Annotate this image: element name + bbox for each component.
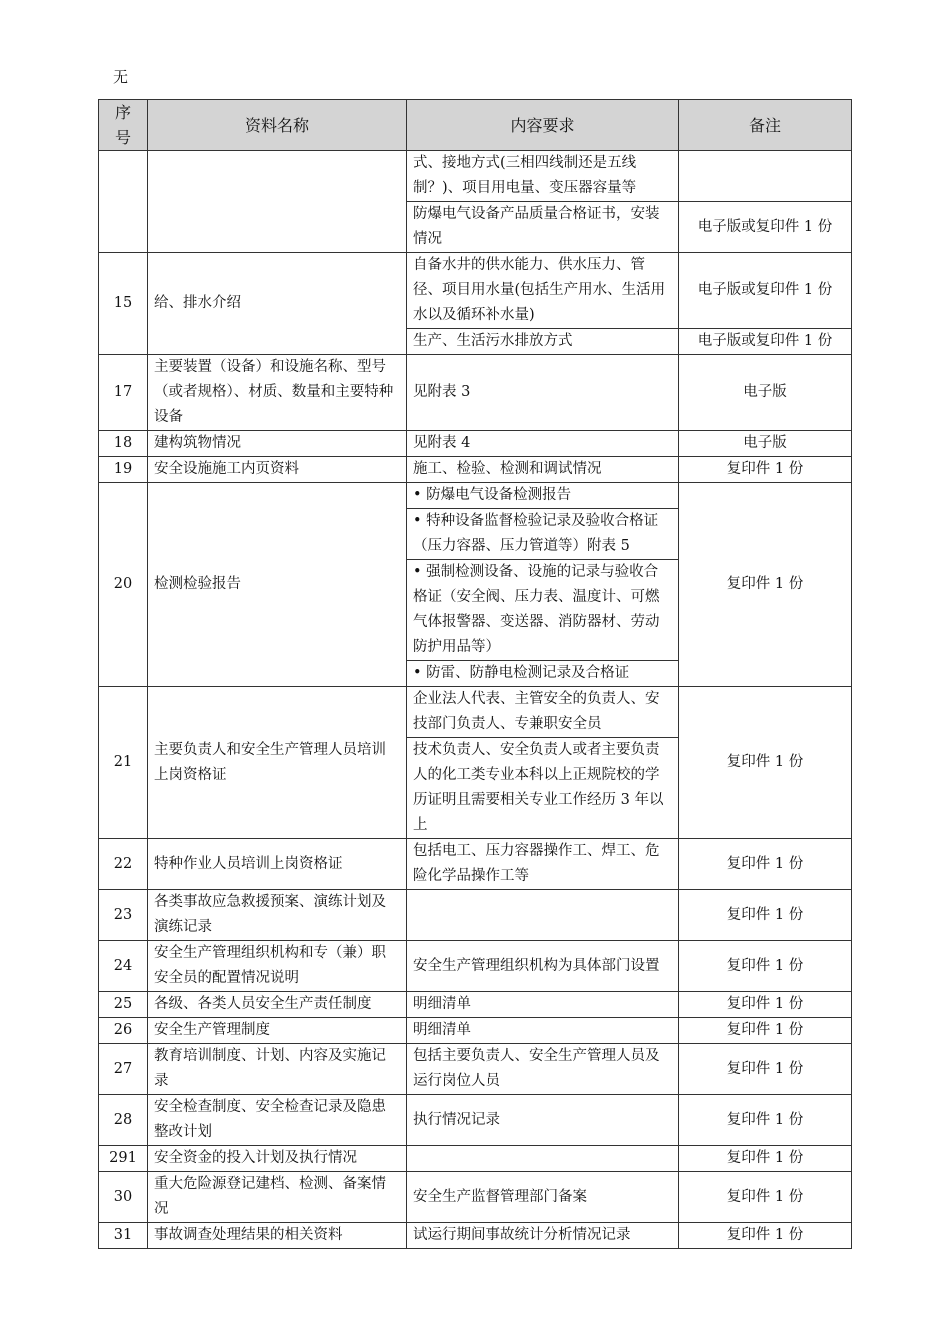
row-no: 23 (99, 890, 148, 941)
table-row (99, 1095, 852, 1146)
row-content: 包括电工、压力容器操作工、焊工、危险化学品操作工等 (407, 839, 679, 890)
row-content (407, 890, 679, 941)
row-no: 17 (99, 355, 148, 431)
row-no: 31 (99, 1223, 148, 1249)
row-name: 特种作业人员培训上岗资格证 (148, 839, 407, 890)
row-content: 见附表 4 (407, 431, 679, 457)
row-content: • 防雷、防静电检测记录及合格证 (407, 661, 679, 687)
row-no: 28 (99, 1095, 148, 1146)
row-note: 复印件 1 份 (679, 1146, 852, 1172)
row-no: 22 (99, 839, 148, 890)
document-table (98, 99, 852, 1249)
row-name: 各类事故应急救援预案、演练计划及演练记录 (148, 890, 407, 941)
row-note: 复印件 1 份 (679, 483, 852, 687)
row-name: 主要负责人和安全生产管理人员培训上岗资格证 (148, 687, 407, 839)
table-row (99, 1223, 852, 1249)
header-no: 序 号 (99, 100, 148, 151)
row-content: 防爆电气设备产品质量合格证书，安装情况 (407, 202, 679, 253)
row-note: 复印件 1 份 (679, 839, 852, 890)
row-content: 试运行期间事故统计分析情况记录 (407, 1223, 679, 1249)
row-note: 复印件 1 份 (679, 890, 852, 941)
table-row (99, 431, 852, 457)
row-no: 30 (99, 1172, 148, 1223)
row-note: 复印件 1 份 (679, 687, 852, 839)
row-note: 复印件 1 份 (679, 1223, 852, 1249)
row-name (148, 151, 407, 253)
table-row (99, 839, 852, 890)
table-row (99, 1172, 852, 1223)
header-name: 资料名称 (148, 100, 407, 151)
row-note: 电子版或复印件 1 份 (679, 253, 852, 329)
row-content: 施工、检验、检测和调试情况 (407, 457, 679, 483)
row-note: 复印件 1 份 (679, 1095, 852, 1146)
row-no: 15 (99, 253, 148, 355)
row-content: 技术负责人、安全负责人或者主要负责人的化工类专业本科以上正规院校的学历证明且需要相关专业工作经历 3 年以上 (407, 738, 679, 839)
top-note: 无 (113, 68, 129, 86)
row-note: 复印件 1 份 (679, 992, 852, 1018)
row-content: 执行情况记录 (407, 1095, 679, 1146)
row-note: 复印件 1 份 (679, 1044, 852, 1095)
row-name: 给、排水介绍 (148, 253, 407, 355)
row-no: 26 (99, 1018, 148, 1044)
header-row (99, 100, 852, 151)
row-name: 主要装置（设备）和设施名称、型号（或者规格）、材质、数量和主要特种设备 (148, 355, 407, 431)
row-note: 电子版 (679, 355, 852, 431)
row-name: 事故调查处理结果的相关资料 (148, 1223, 407, 1249)
table-row (99, 687, 852, 738)
table-row (99, 992, 852, 1018)
row-name: 安全生产管理制度 (148, 1018, 407, 1044)
row-no: 27 (99, 1044, 148, 1095)
row-note: 复印件 1 份 (679, 1172, 852, 1223)
row-content: 式、接地方式(三相四线制还是五线制？)、项目用电量、变压器容量等 (407, 151, 679, 202)
row-content: 明细清单 (407, 1018, 679, 1044)
header-note: 备注 (679, 100, 852, 151)
table-row (99, 253, 852, 329)
row-name: 安全检查制度、安全检查记录及隐患整改计划 (148, 1095, 407, 1146)
row-content: • 强制检测设备、设施的记录与验收合格证（安全阀、压力表、温度计、可燃气体报警器、变送器、消防器材、劳动防护用品等） (407, 560, 679, 661)
row-no: 25 (99, 992, 148, 1018)
row-no: 18 (99, 431, 148, 457)
table-row (99, 1146, 852, 1172)
table-row (99, 483, 852, 509)
row-content: • 特种设备监督检验记录及验收合格证（压力容器、压力管道等）附表 5 (407, 509, 679, 560)
row-no: 24 (99, 941, 148, 992)
row-content: 安全生产管理组织机构为具体部门设置 (407, 941, 679, 992)
row-name: 重大危险源登记建档、检测、备案情况 (148, 1172, 407, 1223)
header-content: 内容要求 (407, 100, 679, 151)
row-name: 教育培训制度、计划、内容及实施记录 (148, 1044, 407, 1095)
row-note: 电子版 (679, 431, 852, 457)
row-content: 自备水井的供水能力、供水压力、管径、项目用水量(包括生产用水、生活用水以及循环补水量) (407, 253, 679, 329)
row-content: • 防爆电气设备检测报告 (407, 483, 679, 509)
row-note (679, 151, 852, 202)
row-content: 企业法人代表、主管安全的负责人、安技部门负责人、专兼职安全员 (407, 687, 679, 738)
row-note: 复印件 1 份 (679, 1018, 852, 1044)
row-content: 明细清单 (407, 992, 679, 1018)
row-name: 建构筑物情况 (148, 431, 407, 457)
row-name: 安全设施施工内页资料 (148, 457, 407, 483)
table-row (99, 355, 852, 431)
row-note: 电子版或复印件 1 份 (679, 202, 852, 253)
table-row (99, 890, 852, 941)
row-content: 生产、生活污水排放方式 (407, 329, 679, 355)
table-row (99, 941, 852, 992)
row-no (99, 151, 148, 253)
table-row (99, 1018, 852, 1044)
row-name: 安全资金的投入计划及执行情况 (148, 1146, 407, 1172)
row-content: 包括主要负责人、安全生产管理人员及运行岗位人员 (407, 1044, 679, 1095)
row-content: 见附表 3 (407, 355, 679, 431)
row-no: 20 (99, 483, 148, 687)
row-name: 各级、各类人员安全生产责任制度 (148, 992, 407, 1018)
row-no: 21 (99, 687, 148, 839)
table-row (99, 457, 852, 483)
row-note: 复印件 1 份 (679, 941, 852, 992)
row-no: 291 (99, 1146, 148, 1172)
table-row (99, 151, 852, 202)
row-content: 安全生产监督管理部门备案 (407, 1172, 679, 1223)
row-no: 19 (99, 457, 148, 483)
table-row (99, 1044, 852, 1095)
row-name: 检测检验报告 (148, 483, 407, 687)
row-note: 复印件 1 份 (679, 457, 852, 483)
row-name: 安全生产管理组织机构和专（兼）职安全员的配置情况说明 (148, 941, 407, 992)
row-note: 电子版或复印件 1 份 (679, 329, 852, 355)
row-content (407, 1146, 679, 1172)
